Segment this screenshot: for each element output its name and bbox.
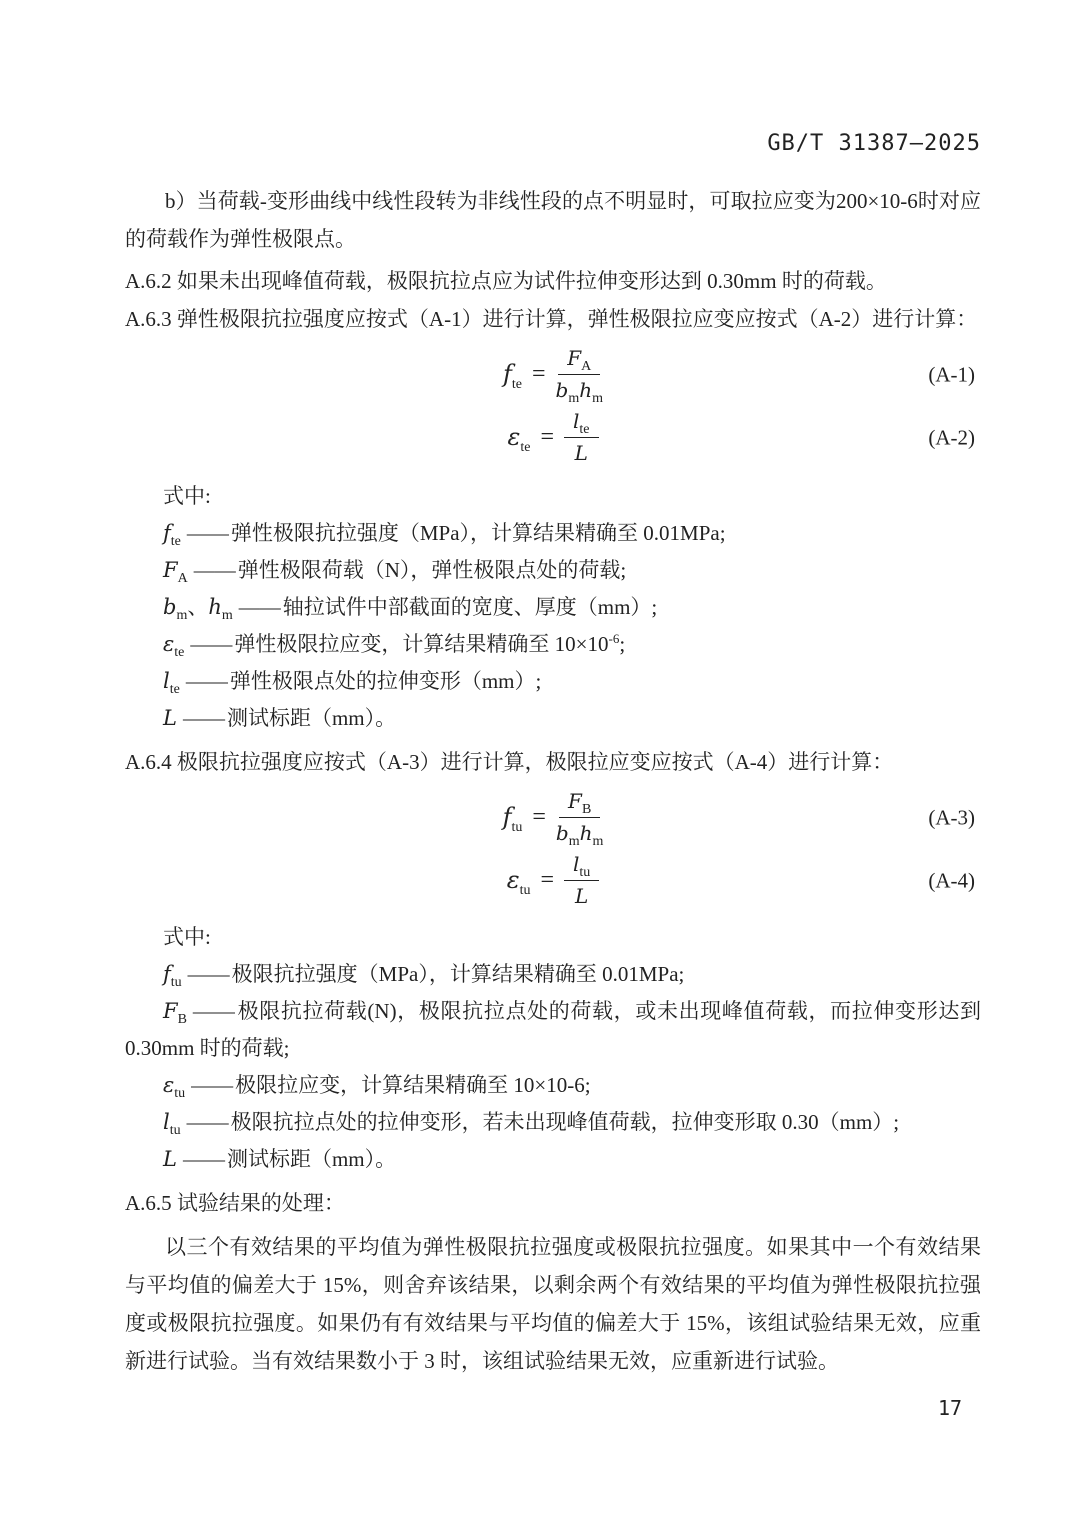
symbol: $l_{te}$ — [163, 669, 180, 698]
definition-text: 轴拉试件中部截面的宽度、厚度（mm）; — [282, 595, 658, 619]
definition-dash: —— — [186, 1110, 229, 1134]
numerator-subscript: A — [581, 359, 592, 374]
definition-dash: —— — [182, 1147, 225, 1171]
standard-number: GB/T 31387—2025 — [767, 131, 981, 156]
definition-text: 测试标距（mm）。 — [226, 1147, 397, 1171]
definition-text: 测试标距（mm）。 — [226, 706, 397, 730]
paragraph-item-b: b）当荷载-变形曲线中线性段转为非线性段的点不明显时，可取拉应变为200×10-6时对应的荷载作为弹性极限点。 — [125, 189, 981, 251]
symbol-definition — [125, 1141, 981, 1178]
where-label-1: 式中: — [163, 484, 211, 508]
definition-dash: —— — [185, 669, 228, 693]
symbol: $F_A$ — [163, 558, 188, 587]
denominator-variable-2: h — [579, 821, 593, 845]
denominator-variable-2: h — [579, 378, 593, 402]
symbol-definition — [125, 515, 981, 552]
definition-text: 极限抗拉强度（MPa），计算结果精确至 0.01MPa; — [231, 962, 685, 986]
definition-dash: —— — [182, 706, 225, 730]
variable: ε — [506, 866, 520, 894]
symbol: L — [163, 1147, 177, 1171]
page-content — [125, 130, 981, 1401]
numerator-variable: F — [568, 789, 582, 813]
denominator-variable: b — [555, 378, 569, 402]
formula-epsilon-tu — [507, 852, 600, 909]
subscript: te — [511, 376, 522, 392]
numerator-variable: l — [573, 409, 580, 433]
symbol-definition — [125, 663, 981, 700]
symbol-definition — [125, 552, 981, 589]
definition-dash: —— — [192, 999, 235, 1023]
subscript: tu — [511, 819, 523, 835]
subscript: tu — [519, 882, 531, 898]
fraction — [555, 789, 604, 849]
variable: f — [502, 360, 512, 388]
variable: f — [502, 803, 512, 831]
fraction — [555, 346, 604, 406]
formula-epsilon-te — [507, 409, 598, 466]
page-number: 17 — [938, 1396, 963, 1420]
equation-a2 — [125, 409, 981, 466]
equation-label-a4: (A-4) — [928, 868, 975, 892]
clause-a6-5: A.6.5 试验结果的处理： — [125, 1191, 345, 1215]
symbol-definition — [125, 956, 981, 993]
equals-sign: = — [540, 424, 555, 450]
denominator-variable: L — [575, 884, 589, 908]
definition-text: 极限抗拉荷载(N)，极限抗拉点处的荷载，或未出现峰值荷载，而拉伸变形达到 0.30mm 时的荷载; — [125, 999, 981, 1060]
fraction — [564, 852, 599, 909]
definition-text: 极限拉应变，计算结果精确至 10×10-6; — [235, 1073, 591, 1097]
clause-a6-3: A.6.3 弹性极限抗拉强度应按式（A-1）进行计算，弹性极限拉应变应按式（A-2）进行计算： — [125, 307, 978, 331]
denominator-subscript: m — [568, 834, 580, 849]
symbol: $\varepsilon_{te}$ — [163, 632, 185, 661]
equation-label-a3: (A-3) — [928, 805, 975, 829]
clause-a6-2: A.6.2 如果未出现峰值荷载，极限抗拉点应为试件拉伸变形达到 0.30mm 时的荷载。 — [125, 269, 887, 293]
symbol-definition — [125, 993, 981, 1067]
definition-dash: —— — [187, 962, 230, 986]
definition-text: 极限抗拉点处的拉伸变形，若未出现峰值荷载，拉伸变形取 0.30（mm）; — [230, 1110, 900, 1134]
definition-text: 弹性极限拉应变，计算结果精确至 $10\times 10^{-6}$; — [234, 631, 626, 656]
equation-label-a2: (A-2) — [928, 425, 975, 449]
definition-dash: —— — [193, 558, 236, 582]
numerator-variable: F — [567, 346, 582, 370]
symbol: $l_{tu}$ — [163, 1110, 181, 1139]
equation-a1 — [125, 346, 981, 406]
definition-dash: —— — [191, 1073, 234, 1097]
equals-sign: = — [531, 361, 546, 387]
equals-sign: = — [540, 867, 555, 893]
subscript: te — [520, 439, 531, 455]
equation-label-a1: (A-1) — [928, 362, 975, 386]
symbol: $f_{tu}$ — [163, 962, 182, 991]
definition-dash: —— — [238, 595, 281, 619]
denominator-subscript-2: m — [592, 834, 604, 849]
symbol: $F_B$ — [163, 999, 187, 1028]
equation-a3 — [125, 789, 981, 849]
definition-text: 弹性极限抗拉强度（MPa），计算结果精确至 0.01MPa; — [230, 521, 726, 545]
definition-dash: —— — [186, 521, 229, 545]
fraction — [564, 409, 599, 466]
formula-fte — [502, 346, 604, 406]
formula-ftu — [502, 789, 604, 849]
variable: ε — [507, 423, 521, 451]
equals-sign: = — [532, 804, 546, 830]
symbol-definition — [125, 1104, 981, 1141]
numerator-subscript: B — [581, 802, 592, 817]
symbol-definition — [125, 589, 981, 626]
symbol: $b_m$、$h_m$ — [163, 595, 233, 624]
numerator-subscript: tu — [579, 865, 591, 880]
denominator-subscript: m — [568, 391, 580, 406]
symbol-definition — [125, 626, 981, 663]
symbol-definition — [125, 700, 981, 737]
symbol-definition — [125, 1067, 981, 1104]
symbol: $f_{te}$ — [163, 521, 181, 550]
symbol: L — [163, 706, 177, 730]
numerator-variable: l — [573, 852, 580, 876]
denominator-variable: L — [574, 441, 588, 465]
symbol: $\varepsilon_{tu}$ — [163, 1073, 186, 1102]
numerator-subscript: te — [579, 422, 590, 437]
denominator-variable: b — [555, 821, 569, 845]
denominator-subscript-2: m — [592, 391, 604, 406]
definition-text: 弹性极限荷载（N），弹性极限点处的荷载; — [237, 558, 627, 582]
where-label-2: 式中: — [163, 925, 211, 949]
definition-dash: —— — [190, 632, 233, 656]
results-processing-paragraph: 以三个有效结果的平均值为弹性极限抗拉强度或极限抗拉强度。如果其中一个有效结果与平均值的偏差大于 15%，则舍弃该结果，以剩余两个有效结果的平均值为弹性极限抗拉强度或极限抗拉强度。如果仍有有效结果与平均值的偏差大于 15%，该组试验结果无效，应重新进行试验。当有效结果数小于 3 时，该组试验结果无效，应重新进行试验。 — [125, 1235, 981, 1373]
clause-a6-4: A.6.4 极限抗拉强度应按式（A-3）进行计算，极限拉应变应按式（A-4）进行计算： — [125, 750, 894, 774]
definition-text: 弹性极限点处的拉伸变形（mm）; — [229, 669, 542, 693]
equation-a4 — [125, 852, 981, 909]
